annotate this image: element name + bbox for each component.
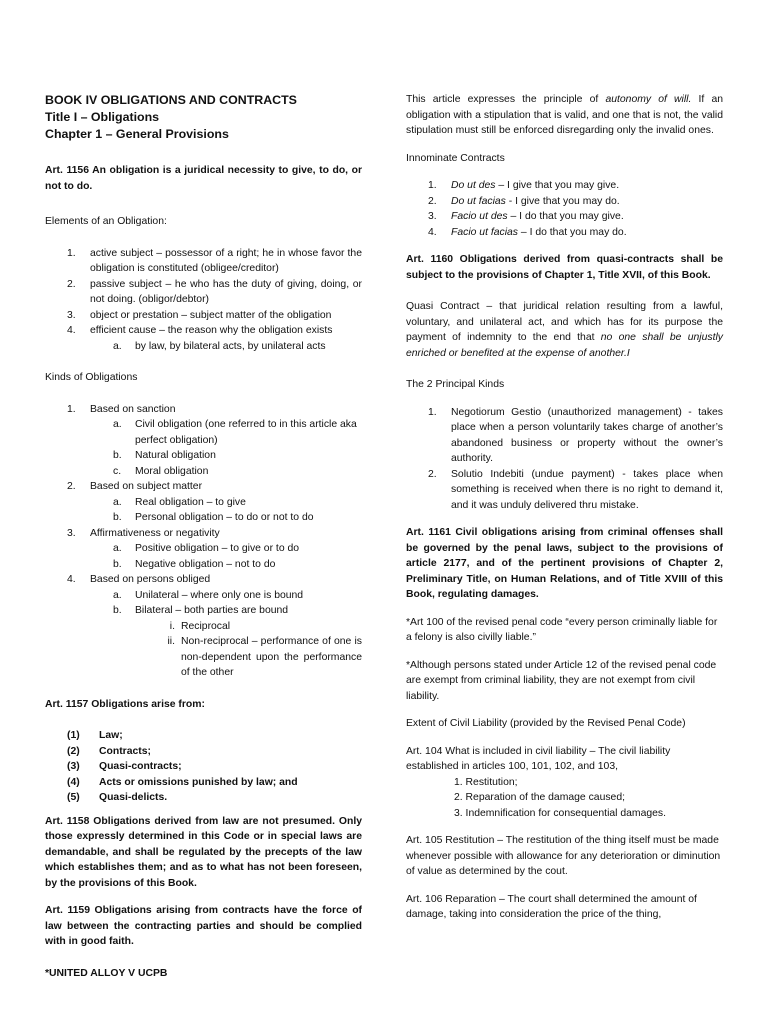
chapter-heading: Chapter 1 – General Provisions — [45, 127, 229, 141]
rpc-art106: Art. 106 Reparation – The court shall determined the amount of damage, taking into consideration the price of the thing, — [406, 893, 697, 920]
list-item: 2. passive subject – he who has the duty of giving, doing, or not doing. (obligor/debtor) — [67, 278, 362, 305]
article-1159: Art. 1159 Obligations arising from contracts have the force of law between the contracting parties and should be complied with in good faith. — [45, 905, 362, 947]
list-item: a. Unilateral – where only one is bound — [113, 589, 304, 601]
list-item: 1. Based on sanction — [67, 403, 176, 415]
list-item: b. Personal obligation – to do or not to do — [113, 512, 314, 523]
list-item: 3. Facio ut des – I do that you may give. — [428, 211, 624, 222]
list-item: 3. Indemnification for consequential damages. — [454, 807, 666, 819]
list-item: 1. Negotiorum Gestio (unauthorized management) - takes place when a person voluntarily takes charge of another’s abandoned business or property without the owner’s authority. — [428, 406, 723, 464]
list-item: a. Civil obligation (one referred to in this article aka perfect obligation) — [113, 419, 357, 446]
list-item: c. Moral obligation — [113, 465, 209, 477]
list-item: (5) Quasi-delicts. — [67, 792, 168, 803]
list-item: 2. Based on subject matter — [67, 481, 203, 492]
elements-heading: Elements of an Obligation: — [45, 216, 167, 227]
list-item: 2. Solutio Indebiti (undue payment) - takes place when something is received when there is no right to demand it, and it was unduly delivered thru mistake. — [428, 468, 723, 511]
list-item: 2. Reparation of the damage caused; — [454, 792, 625, 803]
list-item: 2. Do ut facias - I give that you may do. — [428, 195, 620, 207]
list-item: i. Reciprocal — [169, 620, 231, 632]
list-item: (2) Contracts; — [67, 745, 151, 757]
principal-kinds-list — [406, 405, 723, 514]
list-item: 3. Affirmativeness or negativity — [67, 527, 220, 539]
rpc-art12-note: *Although persons stated under Article 12 of the revised penal code are exempt from criminal liability, they are not exempt from civil liability. — [406, 659, 717, 702]
right-column — [406, 92, 723, 923]
list-item: b. Natural obligation — [113, 450, 216, 461]
list-item: 1. Restitution; — [454, 776, 518, 788]
list-item: 4. Facio ut facias – I do that you may do. — [428, 226, 627, 238]
list-item: a. Positive obligation – to give or to do — [113, 543, 300, 554]
principal-kinds-heading: The 2 Principal Kinds — [406, 379, 505, 390]
rpc-art105: Art. 105 Restitution – The restitution of the thing itself must be made whenever possible with allowance for any deterioration or diminution of value as determined by the cout. — [406, 835, 721, 877]
list-item: ii. Non-reciprocal – performance of one is non-dependent upon the performance of the other — [167, 636, 362, 678]
rpc-art104: Art. 104 What is included in civil liability – The civil liability established in articles 100, 101, 102, and 103, — [406, 745, 671, 772]
article-1160: Art. 1160 Obligations derived from quasi-contracts shall be subject to the provisions of Chapter 1, Title XVII, of this Book. — [406, 254, 723, 281]
kinds-list — [45, 402, 362, 681]
sources-list — [45, 728, 362, 806]
autonomy-paragraph: This article expresses the principle of autonomy of will. If an obligation with a stipulation that is valid, and one that is not, the valid stipulation must still be enforced disregarding only the invalid ones. — [406, 94, 723, 136]
list-item: 1. Do ut des – I give that you may give. — [428, 180, 620, 191]
title-heading: Title I – Obligations — [45, 110, 160, 124]
list-item: 3. object or prestation – subject matter of the obligation — [67, 309, 332, 321]
list-item: a. by law, by bilateral acts, by unilateral acts — [113, 340, 326, 352]
list-item: 1. active subject – possessor of a right; he in whose favor the obligation is constituted (obligee/creditor) — [67, 247, 362, 274]
quasi-contract-paragraph: Quasi Contract – that juridical relation resulting from a lawful, voluntary, and unilateral act, and which has for its purpose the payment of indemnity to the end that no one shall be unjustly enriched or benefited at the expense of another.I — [406, 301, 723, 359]
book-title: BOOK IV OBLIGATIONS AND CONTRACTS — [45, 93, 297, 107]
article-1161: Art. 1161 Civil obligations arising from criminal offenses shall be governed by the penal laws, subject to the provisions of article 2177, and of the pertinent provisions of Chapter 2, Preliminary Title, on Human Relations, and of Title XVIII of this Book, regulating damages. — [406, 527, 723, 600]
list-item: (3) Quasi-contracts; — [67, 761, 182, 772]
article-1157: Art. 1157 Obligations arise from: — [45, 698, 205, 710]
list-item: (4) Acts or omissions punished by law; and — [67, 776, 298, 788]
innominate-heading: Innominate Contracts — [406, 152, 505, 164]
list-item: (1) Law; — [67, 730, 123, 741]
article-1158: Art. 1158 Obligations derived from law are not presumed. Only those expressly determined in this Code or in special laws are demandable, and shall be regulated by the precepts of the law which establishes them; and as to what has not been foreseen, by the provisions of this Book. — [45, 815, 362, 889]
rpc-art100-note: *Art 100 of the revised penal code “every person criminally liable for a felony is also civilly liable.” — [406, 616, 718, 643]
list-item: 4. Based on persons obliged — [67, 574, 211, 585]
list-item: 4. efficient cause – the reason why the obligation exists — [67, 325, 333, 336]
elements-list — [45, 246, 362, 355]
article-1156: Art. 1156 An obligation is a juridical necessity to give, to do, or not to do. — [45, 165, 362, 192]
civil-liability-heading: Extent of Civil Liability (provided by the Revised Penal Code) — [406, 718, 686, 729]
list-item: b. Bilateral – both parties are bound — [113, 605, 289, 616]
kinds-heading: Kinds of Obligations — [45, 372, 138, 383]
case-citation: *UNITED ALLOY V UCPB — [45, 967, 168, 979]
innominate-list — [406, 178, 723, 240]
left-column — [45, 92, 362, 981]
list-item: a. Real obligation – to give — [113, 496, 246, 508]
list-item: b. Negative obligation – not to do — [113, 558, 276, 570]
